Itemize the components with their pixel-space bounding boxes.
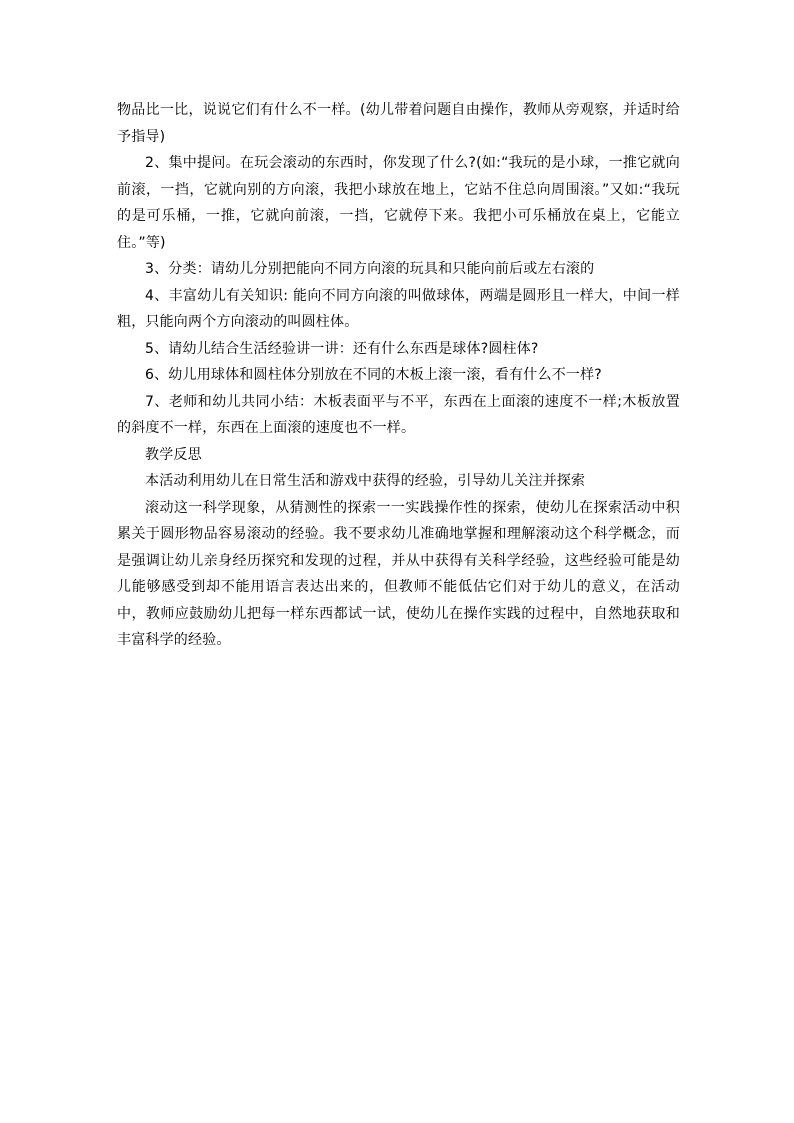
paragraph-continued-intro: 物品比一比，说说它们有什么不一样。(幼儿带着问题自由操作，教师从旁观察，并适时给予指导) — [117, 102, 680, 145]
paragraph-step-4: 4、丰富幼儿有关知识: 能向不同方向滚的叫做球体，两端是圆形且一样大，中间一样粗，只能向两个方向滚动的叫圆柱体。 — [117, 287, 680, 330]
section-heading-reflection: 教学反思 — [145, 446, 202, 463]
paragraph-step-7: 7、老师和幼儿共同小结：木板表面平与不平，东西在上面滚的速度不一样;木板放置的斜度不一样，东西在上面滚的速度也不一样。 — [117, 393, 680, 436]
paragraph-step-5: 5、请幼儿结合生活经验讲一讲：还有什么东西是球体?圆柱体? — [145, 340, 539, 357]
paragraph-reflection-1: 本活动利用幼儿在日常生活和游戏中获得的经验，引导幼儿关注并探索 — [145, 473, 586, 489]
paragraph-step-6: 6、幼儿用球体和圆柱体分别放在不同的木板上滚一滚，看有什么不一样? — [145, 367, 602, 383]
paragraph-reflection-2: 滚动这一科学现象，从猜测性的探索一一实践操作性的探索，使幼儿在探索活动中积累关于圆形物品容易滚动的经验。我不要求幼儿准确地掌握和理解滚动这个科学概念，而是强调让幼儿亲身经历探究和发现的过程，并从中获得有关科学经验，这些经验可能是幼儿能够感受到却不能用语言表达出来的，但教师不能低估它们对于幼儿的意义，在活动中，教师应鼓励幼儿把每一样东西都试一试，使幼儿在操作实践的过程中，自然地获取和丰富科学的经验。 — [117, 499, 680, 648]
paragraph-step-2: 2、集中提问。在玩会滚动的东西时，你发现了什么?(如:“我玩的是小球，一推它就向前滚，一挡，它就向别的方向滚，我把小球放在地上，它站不住总向周围滚。”又如:“我玩的是可乐桶，一推，它就向前滚，一挡，它就停下来。我把小可乐桶放在桌上，它能立住。”等) — [117, 155, 680, 251]
paragraph-step-3: 3、分类：请幼儿分别把能向不同方向滚的玩具和只能向前后或左右滚的 — [145, 261, 595, 277]
document-body — [117, 97, 680, 654]
